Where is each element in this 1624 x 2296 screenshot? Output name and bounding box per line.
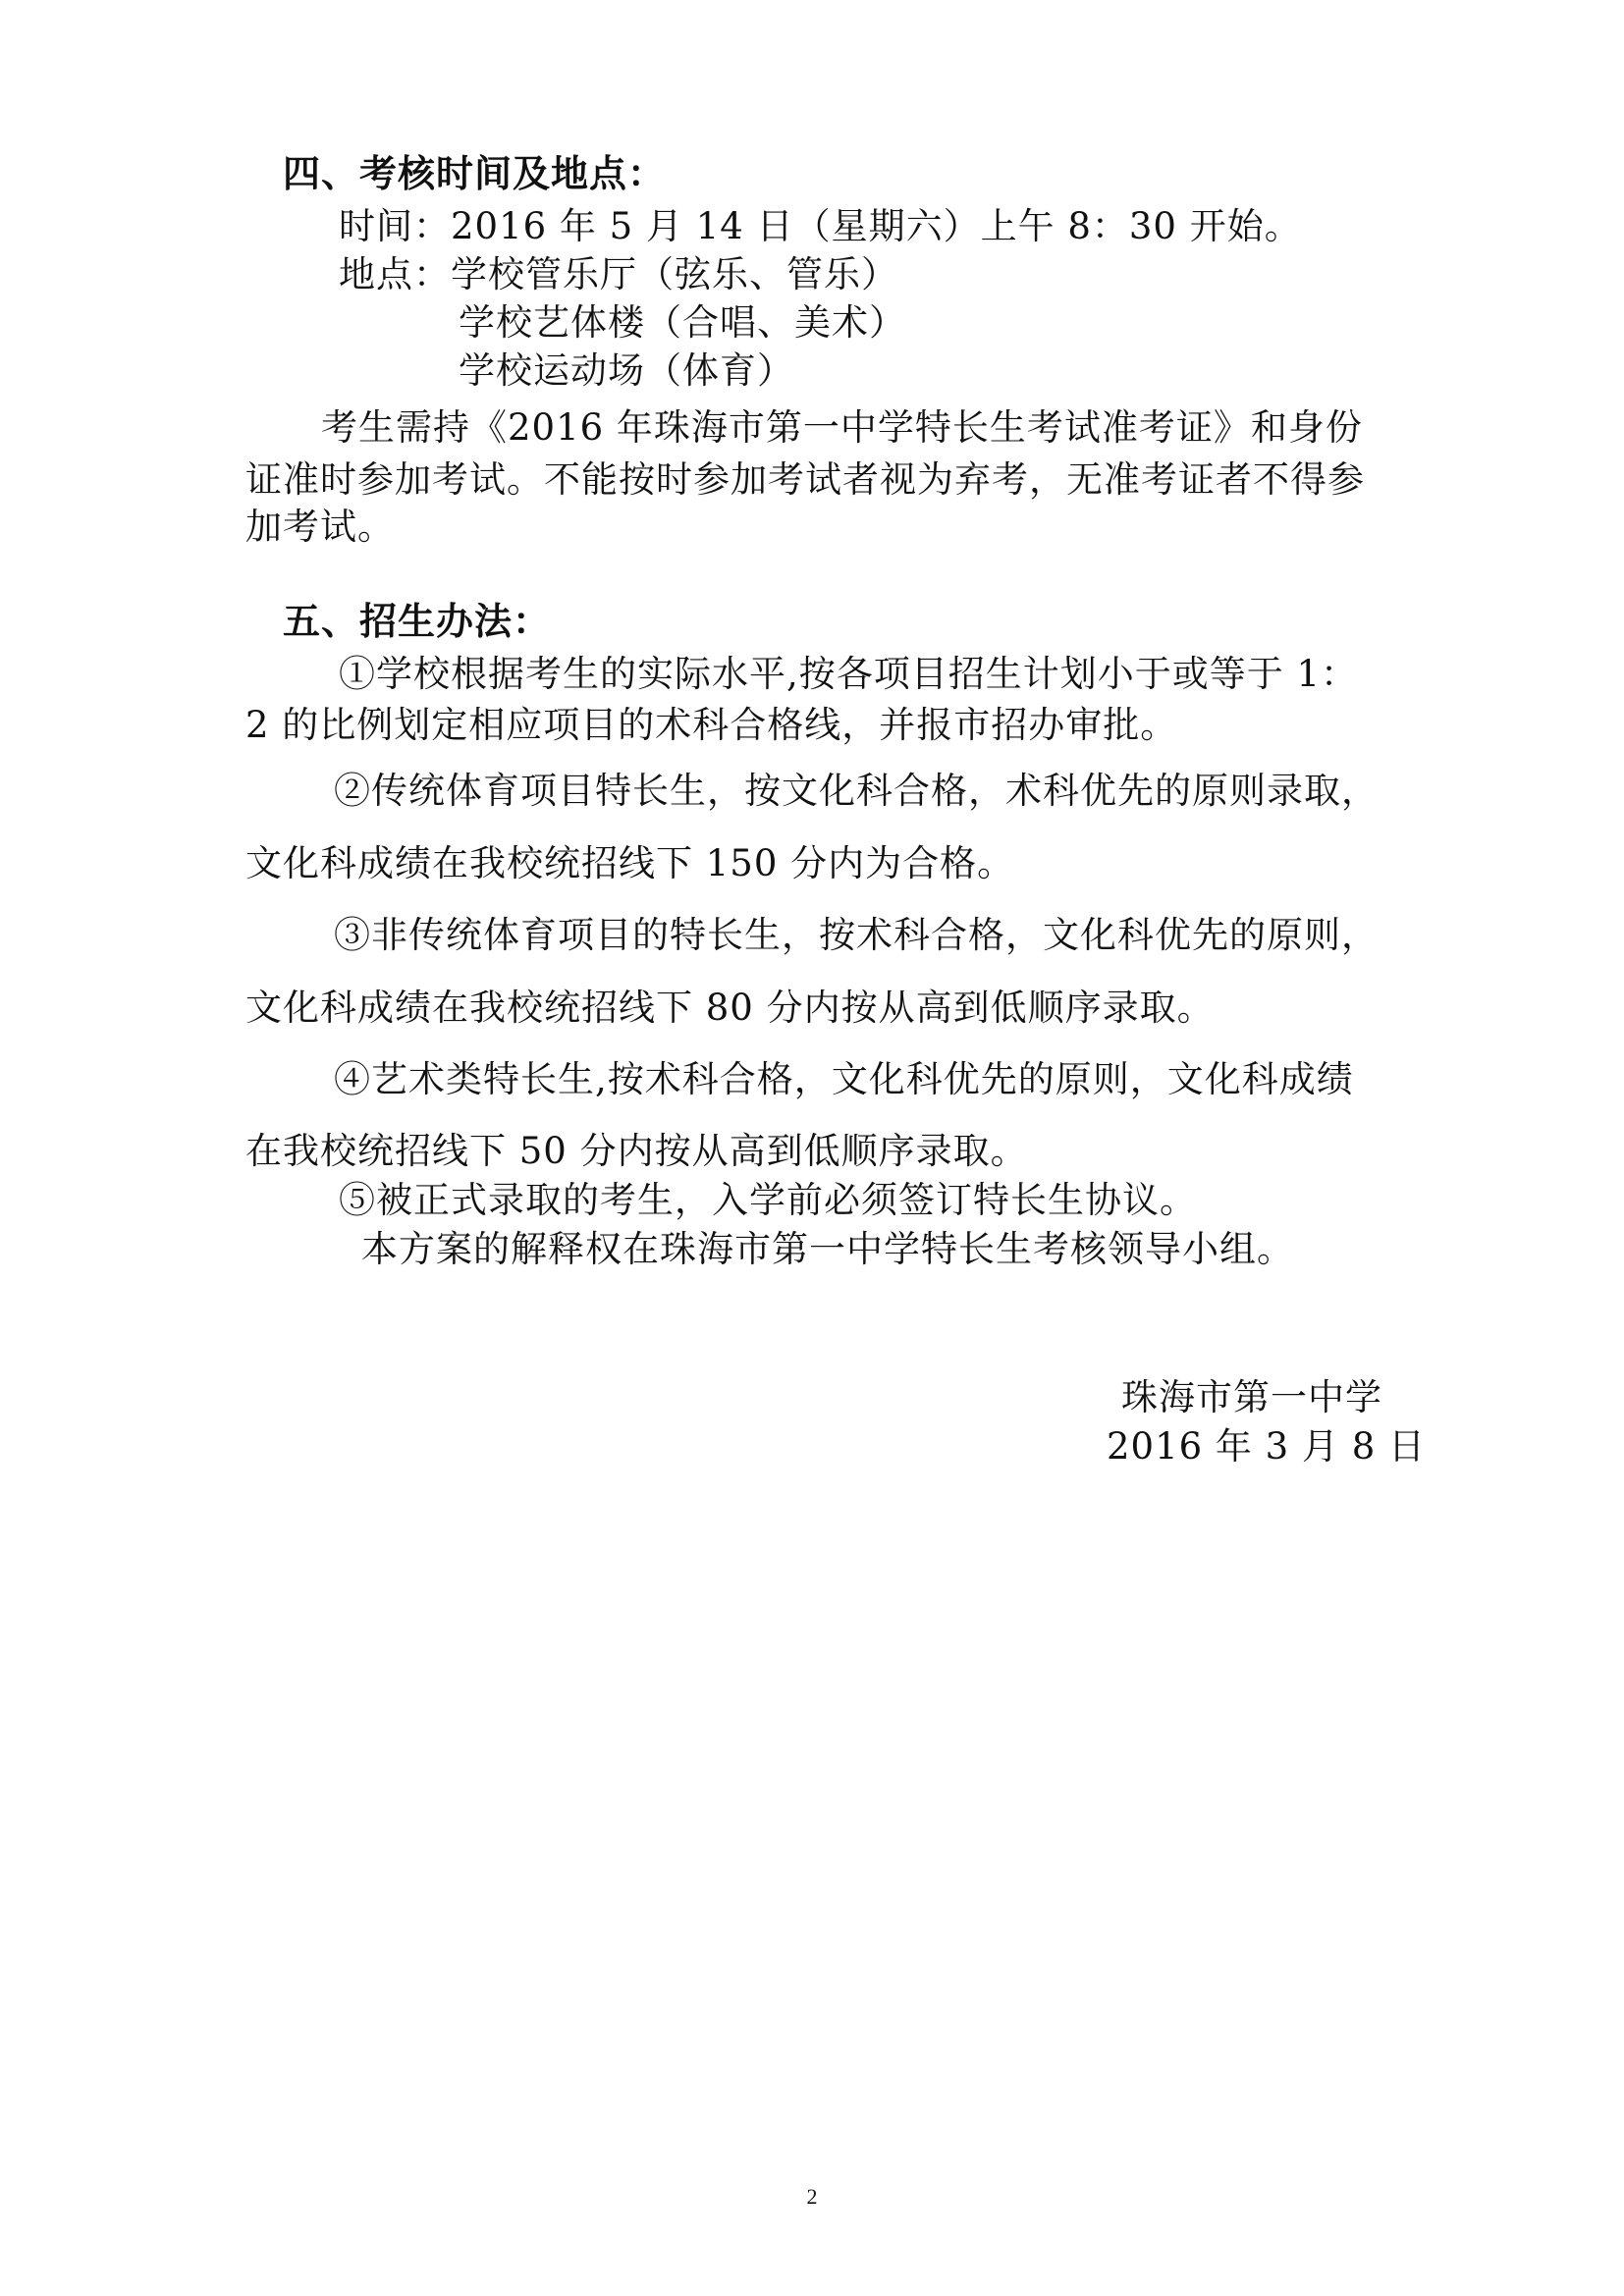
rule-4-line-1: ④艺术类特长生,按术科合格，文化科优先的原则，文化科成绩 <box>334 1058 1354 1100</box>
rule-2-line-2: 文化科成绩在我校统招线下 150 分内为合格。 <box>245 842 1015 884</box>
exam-location-3: 学校运动场（体育） <box>459 349 794 392</box>
exam-location-2: 学校艺体楼（合唱、美术） <box>459 301 906 344</box>
rule-5: ⑤被正式录取的考生，入学前必须签订特长生协议。 <box>339 1179 1197 1221</box>
rule-1-line-1: ①学校根据考生的实际水平,按各项目招生计划小于或等于 1： <box>339 653 1359 695</box>
admission-note-line-3: 加考试。 <box>245 506 395 548</box>
rule-2-line-1: ②传统体育项目特长生，按文化科合格，术科优先的原则录取， <box>334 770 1379 812</box>
section4-heading: 四、考核时间及地点： <box>283 152 667 195</box>
section5-heading: 五、招生办法： <box>283 600 552 643</box>
interpretation-statement: 本方案的解释权在珠海市第一中学特长生考核领导小组。 <box>361 1228 1294 1270</box>
admission-note-line-1: 考生需持《2016 年珠海市第一中学特长生考试准考证》和身份 <box>321 406 1363 449</box>
admission-note-line-2: 证准时参加考试。不能按时参加考试者视为弃考，无准考证者不得参 <box>245 458 1365 501</box>
signature-date: 2016 年 3 月 8 日 <box>1107 1425 1427 1468</box>
rule-1-line-2: 2 的比例划定相应项目的术科合格线，并报市招办审批。 <box>245 704 1178 746</box>
exam-time: 时间：2016 年 5 月 14 日（星期六）上午 8：30 开始。 <box>339 205 1302 247</box>
rule-3-line-2: 文化科成绩在我校统招线下 80 分内按从高到低顺序录取。 <box>245 987 1215 1029</box>
rule-4-line-2: 在我校统招线下 50 分内按从高到低顺序录取。 <box>245 1130 1028 1172</box>
signature-organization: 珠海市第一中学 <box>1121 1376 1382 1418</box>
rule-3-line-1: ③非传统体育项目的特长生，按术科合格，文化科优先的原则， <box>334 914 1379 956</box>
exam-location-1: 地点：学校管乐厅（弦乐、管乐） <box>339 253 898 295</box>
page-number: 2 <box>806 2184 818 2209</box>
